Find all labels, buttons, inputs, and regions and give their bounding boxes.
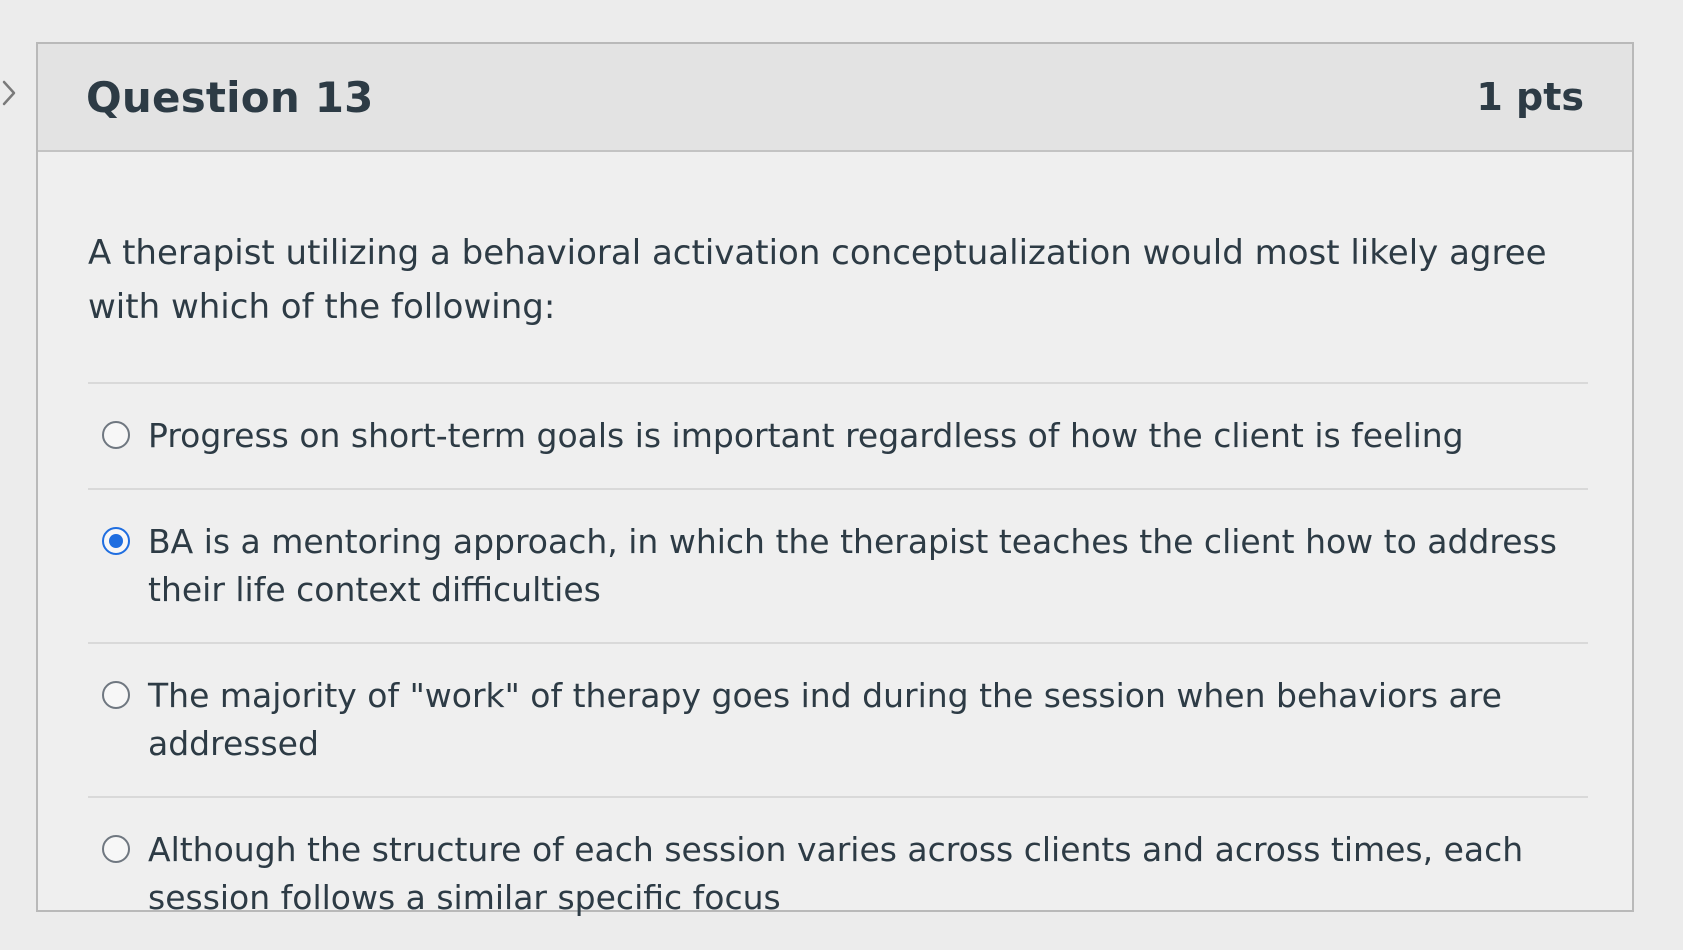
answer-option-label[interactable]: BA is a mentoring approach, in which the therapist teaches the client how to address their life context difficulties xyxy=(148,522,1557,609)
radio-button-icon[interactable] xyxy=(102,527,130,555)
radio-button-icon[interactable] xyxy=(102,681,130,709)
radio-button-icon[interactable] xyxy=(102,421,130,449)
answer-option-1[interactable] xyxy=(88,384,1588,490)
question-header xyxy=(38,44,1632,152)
answer-option-3[interactable] xyxy=(88,644,1588,798)
answer-option-2[interactable] xyxy=(88,490,1588,644)
answer-option-label[interactable]: The majority of "work" of therapy goes ind during the session when behaviors are addressed xyxy=(148,676,1502,763)
answer-option-label[interactable]: Although the structure of each session varies across clients and across times, each session follows a similar specific focus xyxy=(148,830,1524,917)
answer-option-label[interactable]: Progress on short-term goals is important regardless of how the client is feeling xyxy=(148,416,1464,455)
answer-option-4[interactable] xyxy=(88,798,1588,950)
question-title: Question 13 xyxy=(86,72,374,122)
question-prompt: A therapist utilizing a behavioral activation conceptualization would most likely agree with which of the following: xyxy=(88,233,1547,327)
question-card xyxy=(36,42,1634,917)
question-points: 1 pts xyxy=(1476,75,1584,119)
question-body xyxy=(38,152,1632,950)
answer-list xyxy=(88,382,1588,950)
radio-button-icon[interactable] xyxy=(102,835,130,863)
left-panel-toggle[interactable] xyxy=(0,78,18,108)
chevron-right-icon xyxy=(2,80,16,106)
